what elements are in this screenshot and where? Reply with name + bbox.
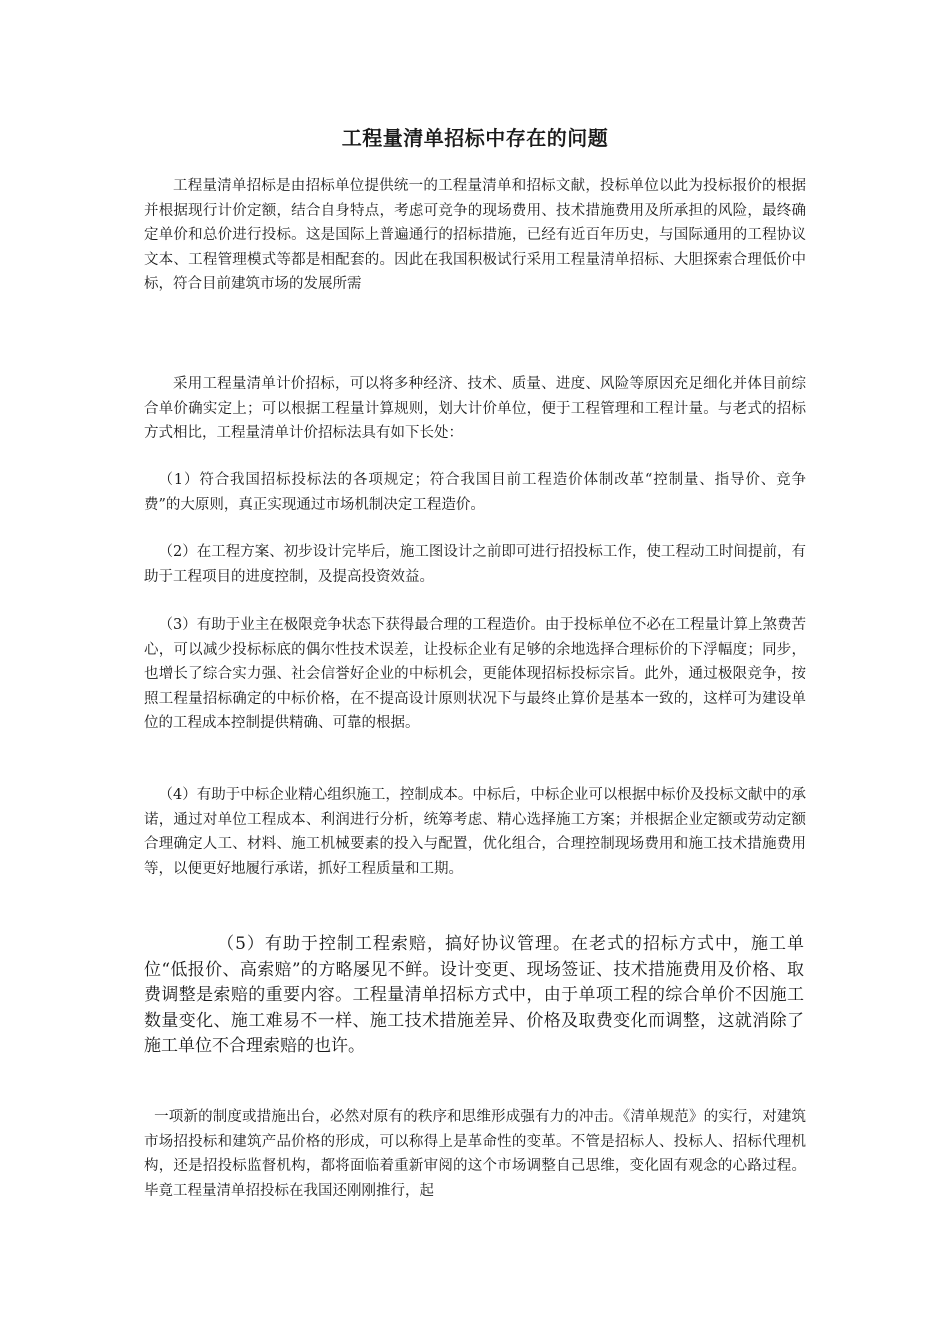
paragraph-point-5: （5）有助于控制工程索赔，搞好协议管理。在老式的招标方式中，施工单位“低报价、高索赔”的方略屡见不鲜。设计变更、现场签证、技术措施费用及价格、取费调整是索赔的重要内容。工程量清单招标方式中，由于单项工程的综合单价不因施工数量变化、施工难易不一样、施工技术措施差异、价格及取费变化而调整，这就消除了施工单位不合理索赔的也许。 xyxy=(144,934,804,1056)
paragraph-point-3: （3）有助于业主在极限竞争状态下获得最合理的工程造价。由于投标单位不必在工程量计算上煞费苦心，可以减少投标标底的偶尔性技术误差，让投标企业有足够的余地选择合理标价的下浮幅度；同步，也增长了综合实力强、社会信誉好企业的中标机会，更能体现招标投标宗旨。此外，通过极限竞争，按照工程量招标确定的中标价格，在不提高设计原则状况下与最终止算价是基本一致的，这样可为建设单位的工程成本控制提供精确、可靠的根据。 xyxy=(144,617,806,731)
paragraph-point-1: （1）符合我国招标投标法的各项规定；符合我国目前工程造价体制改革“控制量、指导价、竞争费”的大原则，真正实现通过市场机制决定工程造价。 xyxy=(144,472,806,513)
paragraph-advantages-intro: 采用工程量清单计价招标，可以将多种经济、技术、质量、进度、风险等原因充足细化并体目前综合单价确实定上；可以根据工程量计算规则，划大计价单位，便于工程管理和工程计量。与老式的招标方式相比，工程量清单计价招标法具有如下长处： xyxy=(144,376,806,441)
paragraph-conclusion: 一项新的制度或措施出台，必然对原有的秩序和思维形成强有力的冲击。《清单规范》的实行，对建筑市场招投标和建筑产品价格的形成，可以称得上是革命性的变革。不管是招标人、投标人、招标代理机构，还是招投标监督机构，都将面临着重新审阅的这个市场调整自己思维，变化固有观念的心路过程。毕竟工程量清单招投标在我国还刚刚推行，起 xyxy=(144,1109,806,1199)
document-title: 工程量清单招标中存在的问题 xyxy=(341,126,609,150)
paragraph-point-2: （2）在工程方案、初步设计完毕后，施工图设计之前即可进行招投标工作，使工程动工时间提前，有助于工程项目的进度控制，及提高投资效益。 xyxy=(144,544,806,585)
paragraph-point-4: （4）有助于中标企业精心组织施工，控制成本。中标后，中标企业可以根据中标价及投标文献中的承诺，通过对单位工程成本、利润进行分析，统筹考虑、精心选择施工方案；并根据企业定额或劳动定额合理确定人工、材料、施工机械要素的投入与配置，优化组合，合理控制现场费用和施工技术措施费用等，以便更好地履行承诺，抓好工程质量和工期。 xyxy=(144,787,806,877)
paragraph-intro: 工程量清单招标是由招标单位提供统一的工程量清单和招标文献，投标单位以此为投标报价的根据 并根据现行计价定额，结合自身特点，考虑可竞争的现场费用、技术措施费用及所承担的风险，最终确定单价和总价进行投标。这是国际上普遍通行的招标措施，已经有近百年历史，与国际通用的工程协议文本、工程管理模式等都是相配套的。因此在我国积极试行采用工程量清单招标、大胆探索合理低价中标，符合目前建筑市场的发展所需 xyxy=(144,178,821,292)
